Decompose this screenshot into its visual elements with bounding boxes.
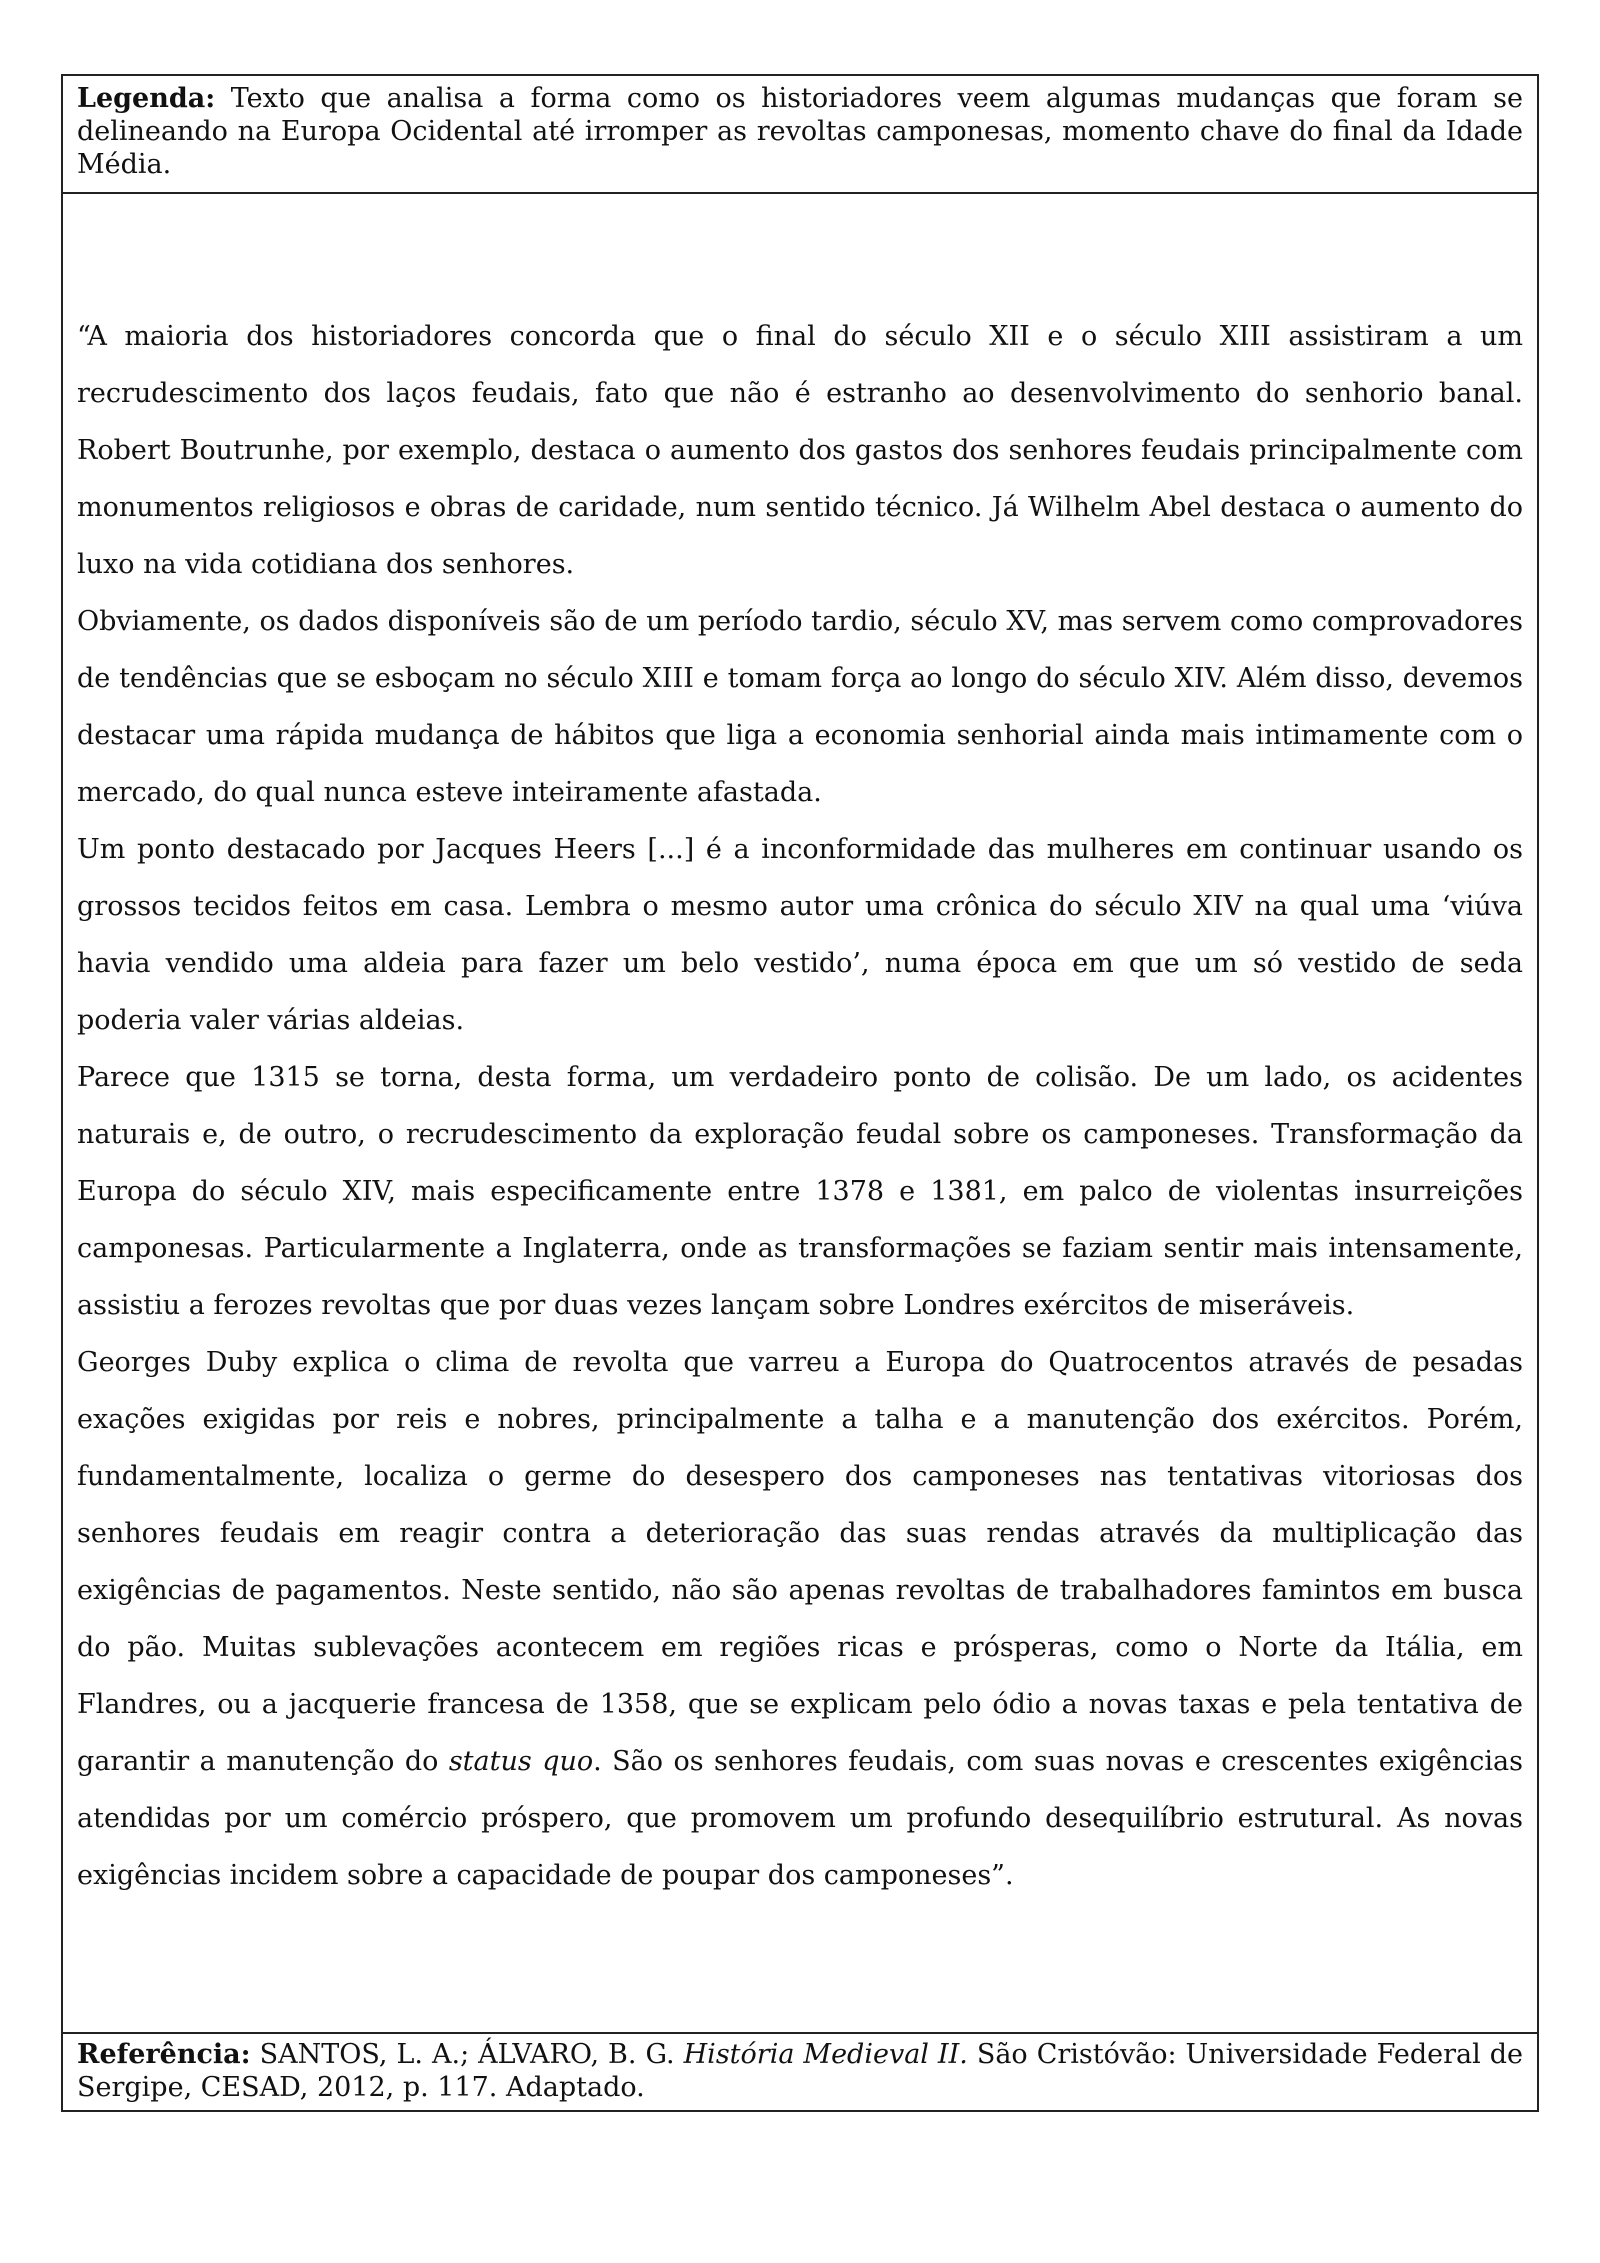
quote-paragraph-5 [77,1334,1523,1904]
quote-paragraph-1: “A maioria dos historiadores concorda que o final do século XII e o século XIII assistiram a um recrudescimento dos laços feudais, fato que não é estranho ao desenvolvimento do senhorio banal. Robert Boutrunhe, por exemplo, destaca o aumento dos gastos dos senhores feudais principalmente com monumentos religiosos e obras de caridade, num sentido técnico. Já Wilhelm Abel destaca o aumento do luxo na vida cotidiana dos senhores. [77,321,1523,580]
reference-authors: SANTOS, L. A.; ÁLVARO, B. G. [250,2039,684,2070]
caption-cell [63,76,1537,194]
reference-label: Referência: [77,2039,251,2070]
reference-book-title: História Medieval II. [683,2039,968,2070]
quote-paragraph-2: Obviamente, os dados disponíveis são de um período tardio, século XV, mas servem como comprovadores de tendências que se esboçam no século XIII e tomam força ao longo do século XIV. Além disso, devemos destacar uma rápida mudança de hábitos que liga a economia senhorial ainda mais intimamente com o mercado, do qual nunca esteve inteiramente afastada. [77,606,1523,808]
quote-cell [63,194,1537,2034]
quote-italic-term: status quo [448,1746,594,1777]
reference-cell [63,2034,1537,2110]
quote-paragraph-5-end: . São os senhores feudais, com suas novas e crescentes exigências atendidas por um comércio próspero, que promovem um profundo desequilíbrio estrutural. As novas exigências incidem sobre a capacidade de poupar dos camponeses”. [77,1746,1523,1891]
quote-paragraph-5-start: Georges Duby explica o clima de revolta que varreu a Europa do Quatrocentos através de pesadas exações exigidas por reis e nobres, principalmente a talha e a manutenção dos exércitos. Porém, fundamentalmente, localiza o germe do desespero dos camponeses nas tentativas vitoriosas dos senhores feudais em reagir contra a deterioração das suas rendas através da multiplicação das exigências de pagamentos. Neste sentido, não são apenas revoltas de trabalhadores famintos em busca do pão. Muitas sublevações acontecem em regiões ricas e prósperas, como o Norte da Itália, em Flandres, ou a jacquerie francesa de 1358, que se explicam pelo ódio a novas taxas e pela tentativa de garantir a manutenção do [77,1347,1523,1777]
reference-publisher: São Cristóvão: Universidade Federal de Sergipe, CESAD, 2012, p. 117. Adaptado. [77,2039,1523,2103]
caption-text: Texto que analisa a forma como os historiadores veem algumas mudanças que foram se delineando na Europa Ocidental até irromper as revoltas camponesas, momento chave do final da Idade Média. [77,83,1523,180]
quote-paragraph-4: Parece que 1315 se torna, desta forma, um verdadeiro ponto de colisão. De um lado, os acidentes naturais e, de outro, o recrudescimento da exploração feudal sobre os camponeses. Transformação da Europa do século XIV, mais especificamente entre 1378 e 1381, em palco de violentas insurreições camponesas. Particularmente a Inglaterra, onde as transformações se faziam sentir mais intensamente, assistiu a ferozes revoltas que por duas vezes lançam sobre Londres exércitos de miseráveis. [77,1062,1523,1321]
caption-label: Legenda: [77,83,216,114]
quote-paragraph-3: Um ponto destacado por Jacques Heers [...] é a inconformidade das mulheres em continuar usando os grossos tecidos feitos em casa. Lembra o mesmo autor uma crônica do século XIV na qual uma ‘viúva havia vendido uma aldeia para fazer um belo vestido’, numa época em que um só vestido de seda poderia valer várias aldeias. [77,834,1523,1036]
document-table [61,74,1539,2112]
